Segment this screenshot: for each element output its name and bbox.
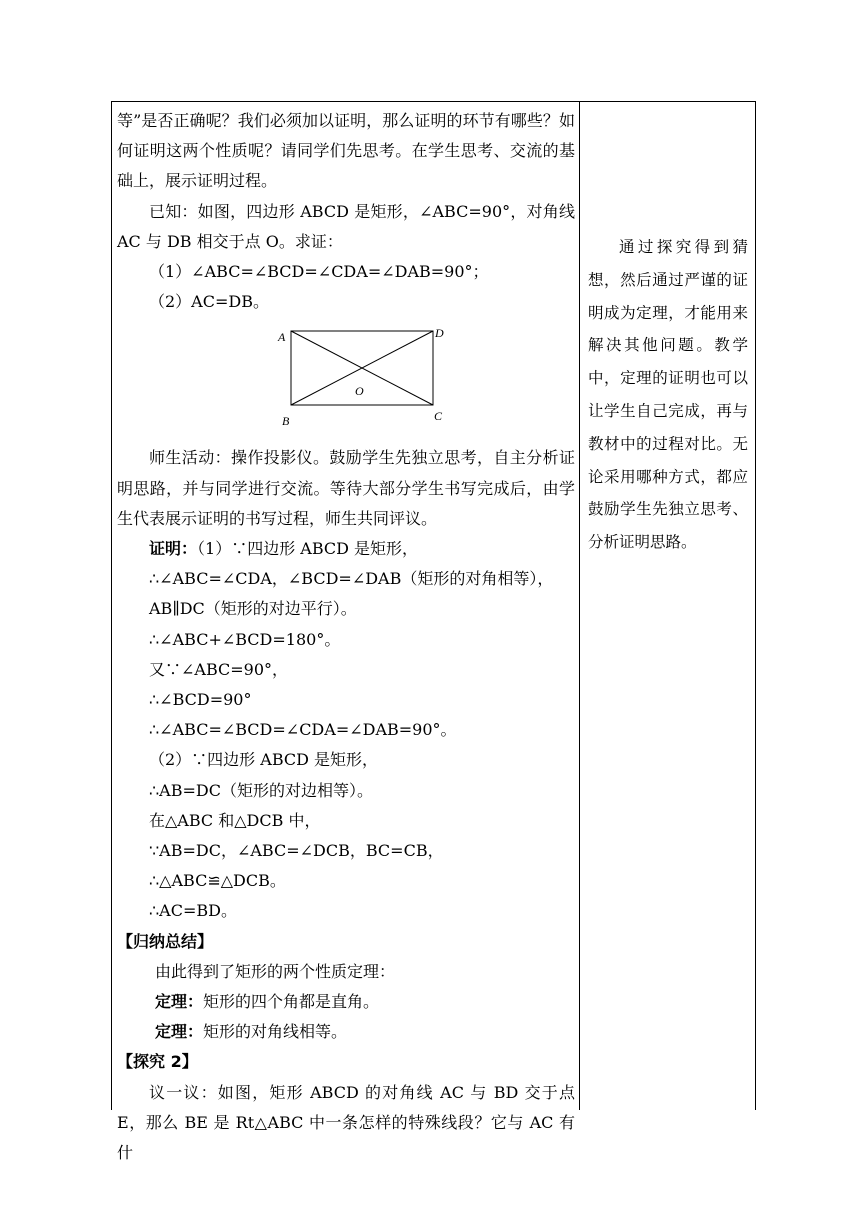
proof-line: 在△ABC 和△DCB 中， [149, 810, 321, 830]
theorem-1-text: 矩形的四个角都是直角。 [203, 992, 380, 1012]
theorem-label: 定理： [155, 1022, 204, 1042]
proof-line-text: （1）∵四边形 ABCD 是矩形， [197, 539, 419, 559]
intro-paragraph: 等”是否正确呢？我们必须加以证明，那么证明的环节有哪些？如何证明这两个性质呢？请同学们先思考。在学生思考、交流的基础上，展示证明过程。 [117, 111, 575, 191]
proof-line: ∴∠ABC=∠BCD=∠CDA=∠DAB=90°。 [149, 720, 457, 740]
explore-paragraph: 议一议：如图，矩形 ABCD 的对角线 AC 与 BD 交于点 E，那么 BE 是 Rt△ABC 中一条怎样的特殊线段？它与 AC 有什 [117, 1082, 575, 1163]
explore-heading: 【探究 2】 [117, 1052, 198, 1072]
proof-line: AB∥DC（矩形的对边平行）。 [149, 599, 357, 619]
summary-heading: 【归纳总结】 [117, 931, 214, 951]
column-divider [579, 101, 580, 1110]
proof-line: ∴∠BCD=90° [149, 690, 252, 710]
side-note: 通过探究得到猜想，然后通过严谨的证明成为定理，才能用来解决其他问题。教学中，定理的证明也可以让学生自己完成，再与教材中的过程对比。无论采用哪种方式，都应鼓励学生先独立思考、分析证明思路。 [588, 238, 748, 552]
label-c: C [434, 409, 443, 424]
theorem-label: 定理： [155, 992, 204, 1012]
label-d: D [435, 326, 444, 341]
proof-line [117, 534, 575, 564]
side-column [588, 231, 748, 559]
label-a: A [278, 330, 286, 345]
claim-2: （2）AC=DB。 [149, 292, 269, 312]
main-column [117, 106, 575, 1168]
proof-label: 证明： [149, 539, 198, 559]
proof-line: ∴AC=BD。 [149, 901, 237, 921]
theorem-2-text: 矩形的对角线相等。 [203, 1022, 348, 1042]
claim-1: （1）∠ABC=∠BCD=∠CDA=∠DAB=90°； [149, 262, 489, 282]
label-b: B [282, 414, 290, 429]
summary-intro: 由此得到了矩形的两个性质定理： [155, 961, 396, 981]
label-o: O [355, 384, 364, 399]
proof-line: （2）∵四边形 ABCD 是矩形， [149, 750, 379, 770]
given-paragraph: 已知：如图，四边形 ABCD 是矩形，∠ABC=90°，对角线 AC 与 DB 相交于点 O。求证： [117, 201, 575, 251]
proof-line: ∴∠ABC=∠CDA，∠BCD=∠DAB（矩形的对角相等）， [149, 569, 554, 589]
proof-line: 又∵∠ABC=90°， [149, 659, 289, 679]
proof-line: ∴AB=DC（矩形的对边相等）。 [149, 780, 373, 800]
proof-line: ∴△ABC≌△DCB。 [149, 871, 286, 891]
rectangle-diagram [279, 325, 459, 437]
theorem-2 [117, 1017, 575, 1047]
proof-line: ∴∠ABC+∠BCD=180°。 [149, 629, 341, 649]
theorem-1 [117, 987, 575, 1017]
proof-line: ∵AB=DC，∠ABC=∠DCB，BC=CB， [149, 841, 444, 861]
activity-paragraph: 师生活动：操作投影仪。鼓励学生先独立思考，自主分析证明思路，并与同学进行交流。等待大部分学生书写完成后，由学生代表展示证明的书写过程，师生共同评议。 [117, 448, 575, 528]
